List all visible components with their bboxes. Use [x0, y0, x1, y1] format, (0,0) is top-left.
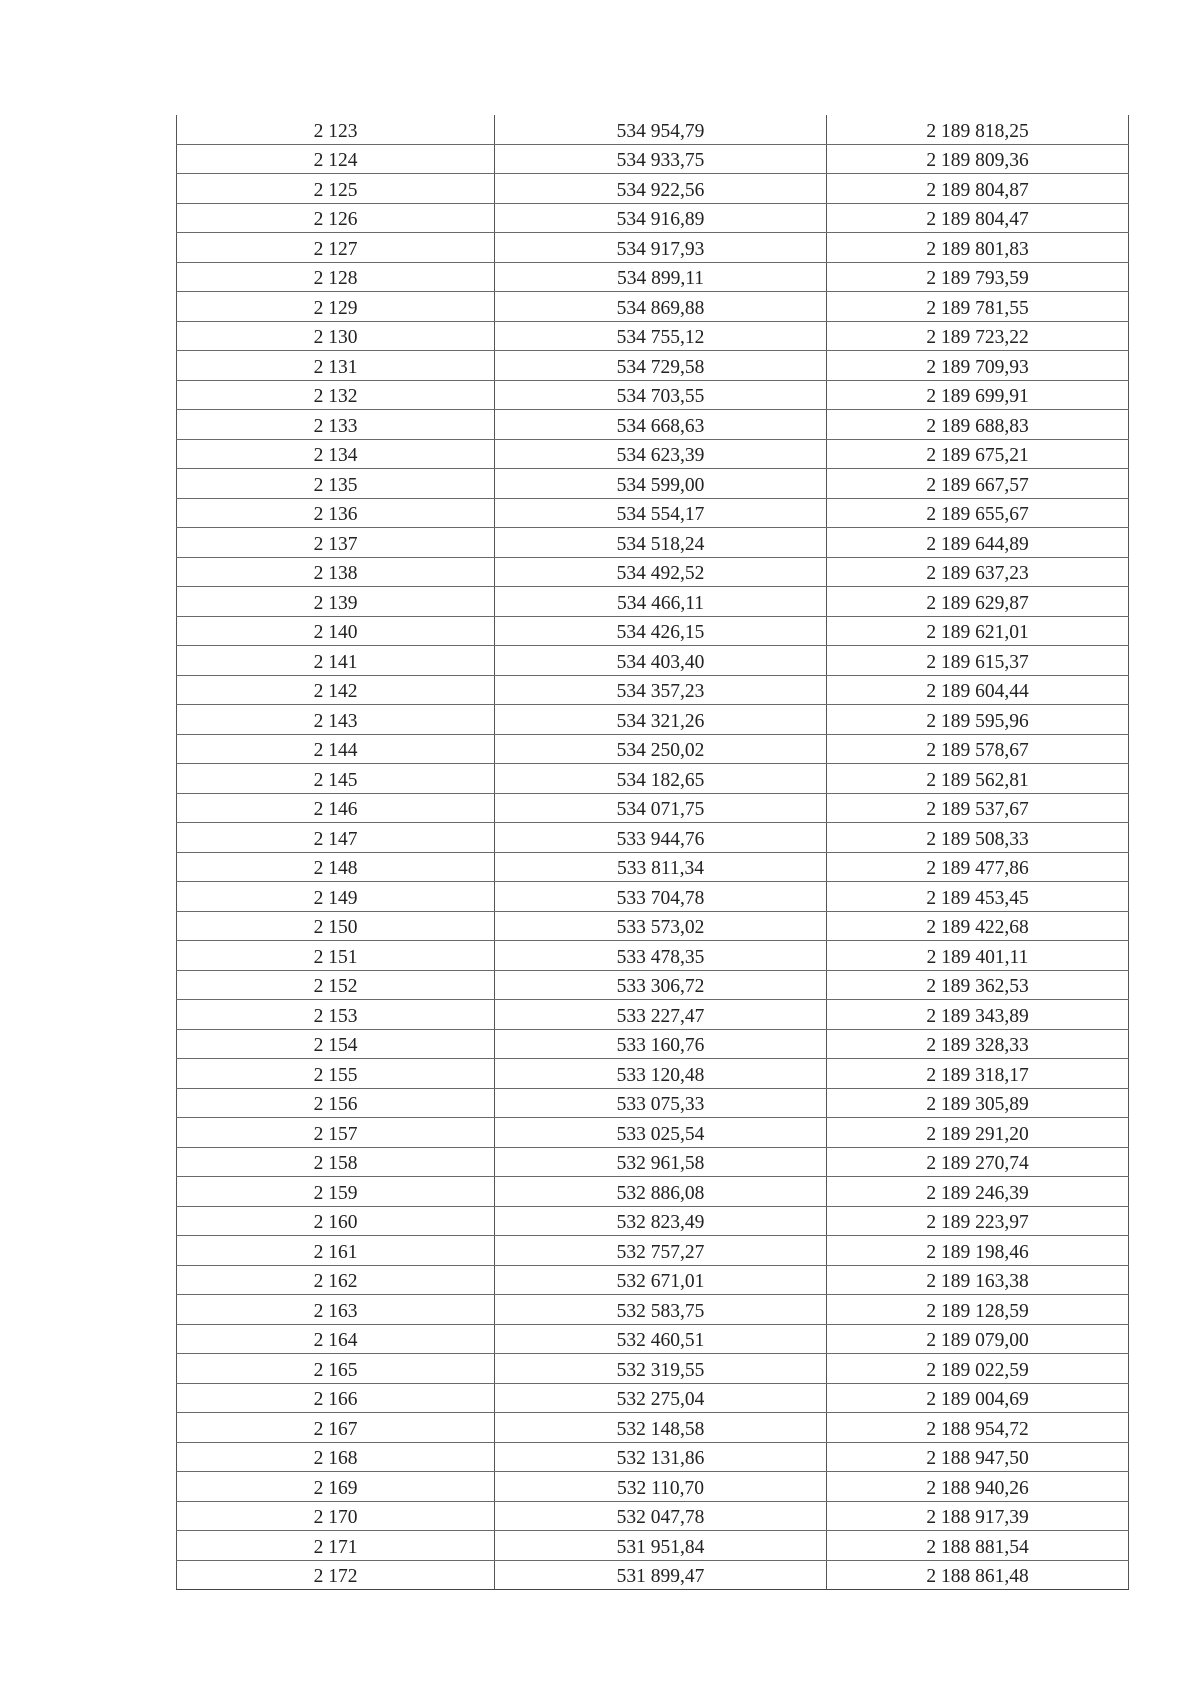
point-number-cell: 2 153 [177, 1000, 495, 1030]
x-coordinate-cell: 534 071,75 [495, 793, 827, 823]
point-number-cell: 2 135 [177, 469, 495, 499]
point-number-cell: 2 137 [177, 528, 495, 558]
table-row [177, 321, 1129, 351]
point-number-cell: 2 156 [177, 1088, 495, 1118]
point-number-cell: 2 123 [177, 115, 495, 144]
y-coordinate-cell: 2 189 477,86 [827, 852, 1129, 882]
y-coordinate-cell: 2 189 453,45 [827, 882, 1129, 912]
point-number-cell: 2 142 [177, 675, 495, 705]
table-row [177, 705, 1129, 735]
point-number-cell: 2 138 [177, 557, 495, 587]
y-coordinate-cell: 2 189 318,17 [827, 1059, 1129, 1089]
table-row [177, 262, 1129, 292]
y-coordinate-cell: 2 189 022,59 [827, 1354, 1129, 1384]
y-coordinate-cell: 2 189 637,23 [827, 557, 1129, 587]
point-number-cell: 2 147 [177, 823, 495, 853]
table-row [177, 498, 1129, 528]
point-number-cell: 2 163 [177, 1295, 495, 1325]
point-number-cell: 2 146 [177, 793, 495, 823]
y-coordinate-cell: 2 189 328,33 [827, 1029, 1129, 1059]
point-number-cell: 2 124 [177, 144, 495, 174]
y-coordinate-cell: 2 189 781,55 [827, 292, 1129, 322]
y-coordinate-cell: 2 188 940,26 [827, 1472, 1129, 1502]
point-number-cell: 2 165 [177, 1354, 495, 1384]
x-coordinate-cell: 534 917,93 [495, 233, 827, 263]
x-coordinate-cell: 533 025,54 [495, 1118, 827, 1148]
x-coordinate-cell: 534 426,15 [495, 616, 827, 646]
y-coordinate-cell: 2 189 246,39 [827, 1177, 1129, 1207]
point-number-cell: 2 158 [177, 1147, 495, 1177]
y-coordinate-cell: 2 189 644,89 [827, 528, 1129, 558]
x-coordinate-cell: 534 182,65 [495, 764, 827, 794]
x-coordinate-cell: 533 227,47 [495, 1000, 827, 1030]
y-coordinate-cell: 2 189 801,83 [827, 233, 1129, 263]
x-coordinate-cell: 534 403,40 [495, 646, 827, 676]
y-coordinate-cell: 2 189 615,37 [827, 646, 1129, 676]
y-coordinate-cell: 2 189 604,44 [827, 675, 1129, 705]
y-coordinate-cell: 2 189 198,46 [827, 1236, 1129, 1266]
table-row [177, 233, 1129, 263]
table-row [177, 675, 1129, 705]
point-number-cell: 2 154 [177, 1029, 495, 1059]
x-coordinate-cell: 534 954,79 [495, 115, 827, 144]
y-coordinate-cell: 2 188 917,39 [827, 1501, 1129, 1531]
table-row [177, 1383, 1129, 1413]
point-number-cell: 2 152 [177, 970, 495, 1000]
x-coordinate-cell: 532 148,58 [495, 1413, 827, 1443]
y-coordinate-cell: 2 189 578,67 [827, 734, 1129, 764]
point-number-cell: 2 133 [177, 410, 495, 440]
y-coordinate-cell: 2 189 305,89 [827, 1088, 1129, 1118]
table-row [177, 410, 1129, 440]
x-coordinate-cell: 533 573,02 [495, 911, 827, 941]
y-coordinate-cell: 2 189 723,22 [827, 321, 1129, 351]
point-number-cell: 2 166 [177, 1383, 495, 1413]
x-coordinate-cell: 534 703,55 [495, 380, 827, 410]
y-coordinate-cell: 2 189 804,87 [827, 174, 1129, 204]
y-coordinate-cell: 2 188 947,50 [827, 1442, 1129, 1472]
point-number-cell: 2 169 [177, 1472, 495, 1502]
point-number-cell: 2 155 [177, 1059, 495, 1089]
x-coordinate-cell: 533 120,48 [495, 1059, 827, 1089]
point-number-cell: 2 141 [177, 646, 495, 676]
point-number-cell: 2 161 [177, 1236, 495, 1266]
x-coordinate-cell: 532 319,55 [495, 1354, 827, 1384]
table-row [177, 646, 1129, 676]
table-row [177, 1206, 1129, 1236]
table-row [177, 380, 1129, 410]
point-number-cell: 2 164 [177, 1324, 495, 1354]
x-coordinate-cell: 532 583,75 [495, 1295, 827, 1325]
x-coordinate-cell: 533 478,35 [495, 941, 827, 971]
x-coordinate-cell: 534 466,11 [495, 587, 827, 617]
x-coordinate-cell: 533 306,72 [495, 970, 827, 1000]
point-number-cell: 2 162 [177, 1265, 495, 1295]
x-coordinate-cell: 532 275,04 [495, 1383, 827, 1413]
point-number-cell: 2 132 [177, 380, 495, 410]
table-row [177, 1147, 1129, 1177]
point-number-cell: 2 129 [177, 292, 495, 322]
point-number-cell: 2 143 [177, 705, 495, 735]
point-number-cell: 2 148 [177, 852, 495, 882]
table-row [177, 764, 1129, 794]
x-coordinate-cell: 534 357,23 [495, 675, 827, 705]
point-number-cell: 2 136 [177, 498, 495, 528]
y-coordinate-cell: 2 189 655,67 [827, 498, 1129, 528]
table-row [177, 882, 1129, 912]
x-coordinate-cell: 532 110,70 [495, 1472, 827, 1502]
table-row [177, 115, 1129, 144]
y-coordinate-cell: 2 189 508,33 [827, 823, 1129, 853]
x-coordinate-cell: 534 933,75 [495, 144, 827, 174]
table-row [177, 1501, 1129, 1531]
point-number-cell: 2 160 [177, 1206, 495, 1236]
y-coordinate-cell: 2 189 537,67 [827, 793, 1129, 823]
x-coordinate-cell: 534 599,00 [495, 469, 827, 499]
table-row [177, 1000, 1129, 1030]
point-number-cell: 2 171 [177, 1531, 495, 1561]
y-coordinate-cell: 2 189 709,93 [827, 351, 1129, 381]
table-row [177, 1295, 1129, 1325]
table-row [177, 1118, 1129, 1148]
point-number-cell: 2 130 [177, 321, 495, 351]
y-coordinate-cell: 2 189 362,53 [827, 970, 1129, 1000]
point-number-cell: 2 144 [177, 734, 495, 764]
x-coordinate-cell: 533 944,76 [495, 823, 827, 853]
table-row [177, 1413, 1129, 1443]
x-coordinate-cell: 534 250,02 [495, 734, 827, 764]
point-number-cell: 2 127 [177, 233, 495, 263]
table-row [177, 144, 1129, 174]
table-row [177, 1560, 1129, 1590]
y-coordinate-cell: 2 188 861,48 [827, 1560, 1129, 1590]
table-row [177, 941, 1129, 971]
y-coordinate-cell: 2 189 079,00 [827, 1324, 1129, 1354]
x-coordinate-cell: 534 916,89 [495, 203, 827, 233]
point-number-cell: 2 167 [177, 1413, 495, 1443]
y-coordinate-cell: 2 189 621,01 [827, 616, 1129, 646]
point-number-cell: 2 128 [177, 262, 495, 292]
x-coordinate-cell: 534 321,26 [495, 705, 827, 735]
point-number-cell: 2 145 [177, 764, 495, 794]
table-row [177, 1324, 1129, 1354]
x-coordinate-cell: 534 668,63 [495, 410, 827, 440]
point-number-cell: 2 168 [177, 1442, 495, 1472]
y-coordinate-cell: 2 188 881,54 [827, 1531, 1129, 1561]
table-row [177, 528, 1129, 558]
table-row [177, 1531, 1129, 1561]
y-coordinate-cell: 2 189 562,81 [827, 764, 1129, 794]
y-coordinate-cell: 2 189 667,57 [827, 469, 1129, 499]
x-coordinate-cell: 532 757,27 [495, 1236, 827, 1266]
y-coordinate-cell: 2 189 291,20 [827, 1118, 1129, 1148]
y-coordinate-cell: 2 189 818,25 [827, 115, 1129, 144]
x-coordinate-cell: 534 518,24 [495, 528, 827, 558]
x-coordinate-cell: 534 899,11 [495, 262, 827, 292]
y-coordinate-cell: 2 189 629,87 [827, 587, 1129, 617]
point-number-cell: 2 172 [177, 1560, 495, 1590]
x-coordinate-cell: 531 899,47 [495, 1560, 827, 1590]
table-row [177, 793, 1129, 823]
table-row [177, 823, 1129, 853]
y-coordinate-cell: 2 189 688,83 [827, 410, 1129, 440]
y-coordinate-cell: 2 189 004,69 [827, 1383, 1129, 1413]
table-row [177, 292, 1129, 322]
table-row [177, 911, 1129, 941]
table-row [177, 1029, 1129, 1059]
table-row [177, 1472, 1129, 1502]
y-coordinate-cell: 2 189 422,68 [827, 911, 1129, 941]
point-number-cell: 2 157 [177, 1118, 495, 1148]
table-row [177, 174, 1129, 204]
y-coordinate-cell: 2 189 128,59 [827, 1295, 1129, 1325]
table-row [177, 1088, 1129, 1118]
coordinates-table-body [177, 115, 1129, 1590]
point-number-cell: 2 139 [177, 587, 495, 617]
y-coordinate-cell: 2 189 699,91 [827, 380, 1129, 410]
table-row [177, 203, 1129, 233]
table-row [177, 852, 1129, 882]
x-coordinate-cell: 532 886,08 [495, 1177, 827, 1207]
x-coordinate-cell: 534 492,52 [495, 557, 827, 587]
table-row [177, 439, 1129, 469]
x-coordinate-cell: 534 554,17 [495, 498, 827, 528]
table-row [177, 469, 1129, 499]
y-coordinate-cell: 2 189 163,38 [827, 1265, 1129, 1295]
y-coordinate-cell: 2 189 401,11 [827, 941, 1129, 971]
table-row [177, 1265, 1129, 1295]
table-row [177, 557, 1129, 587]
table-row [177, 734, 1129, 764]
y-coordinate-cell: 2 189 793,59 [827, 262, 1129, 292]
point-number-cell: 2 125 [177, 174, 495, 204]
y-coordinate-cell: 2 189 675,21 [827, 439, 1129, 469]
x-coordinate-cell: 534 755,12 [495, 321, 827, 351]
x-coordinate-cell: 533 160,76 [495, 1029, 827, 1059]
y-coordinate-cell: 2 188 954,72 [827, 1413, 1129, 1443]
x-coordinate-cell: 534 922,56 [495, 174, 827, 204]
x-coordinate-cell: 531 951,84 [495, 1531, 827, 1561]
table-row [177, 587, 1129, 617]
table-row [177, 1354, 1129, 1384]
x-coordinate-cell: 532 961,58 [495, 1147, 827, 1177]
x-coordinate-cell: 533 811,34 [495, 852, 827, 882]
point-number-cell: 2 151 [177, 941, 495, 971]
x-coordinate-cell: 533 075,33 [495, 1088, 827, 1118]
point-number-cell: 2 131 [177, 351, 495, 381]
table-row [177, 970, 1129, 1000]
y-coordinate-cell: 2 189 343,89 [827, 1000, 1129, 1030]
table-row [177, 1177, 1129, 1207]
x-coordinate-cell: 532 823,49 [495, 1206, 827, 1236]
x-coordinate-cell: 534 729,58 [495, 351, 827, 381]
x-coordinate-cell: 534 623,39 [495, 439, 827, 469]
y-coordinate-cell: 2 189 223,97 [827, 1206, 1129, 1236]
x-coordinate-cell: 532 671,01 [495, 1265, 827, 1295]
y-coordinate-cell: 2 189 595,96 [827, 705, 1129, 735]
x-coordinate-cell: 532 131,86 [495, 1442, 827, 1472]
point-number-cell: 2 150 [177, 911, 495, 941]
point-number-cell: 2 126 [177, 203, 495, 233]
y-coordinate-cell: 2 189 270,74 [827, 1147, 1129, 1177]
point-number-cell: 2 159 [177, 1177, 495, 1207]
y-coordinate-cell: 2 189 809,36 [827, 144, 1129, 174]
point-number-cell: 2 140 [177, 616, 495, 646]
x-coordinate-cell: 532 047,78 [495, 1501, 827, 1531]
table-row [177, 1236, 1129, 1266]
x-coordinate-cell: 534 869,88 [495, 292, 827, 322]
point-number-cell: 2 149 [177, 882, 495, 912]
point-number-cell: 2 134 [177, 439, 495, 469]
x-coordinate-cell: 532 460,51 [495, 1324, 827, 1354]
x-coordinate-cell: 533 704,78 [495, 882, 827, 912]
table-row [177, 1442, 1129, 1472]
table-row [177, 1059, 1129, 1089]
point-number-cell: 2 170 [177, 1501, 495, 1531]
y-coordinate-cell: 2 189 804,47 [827, 203, 1129, 233]
table-row [177, 616, 1129, 646]
coordinates-table [176, 115, 1129, 1590]
table-row [177, 351, 1129, 381]
